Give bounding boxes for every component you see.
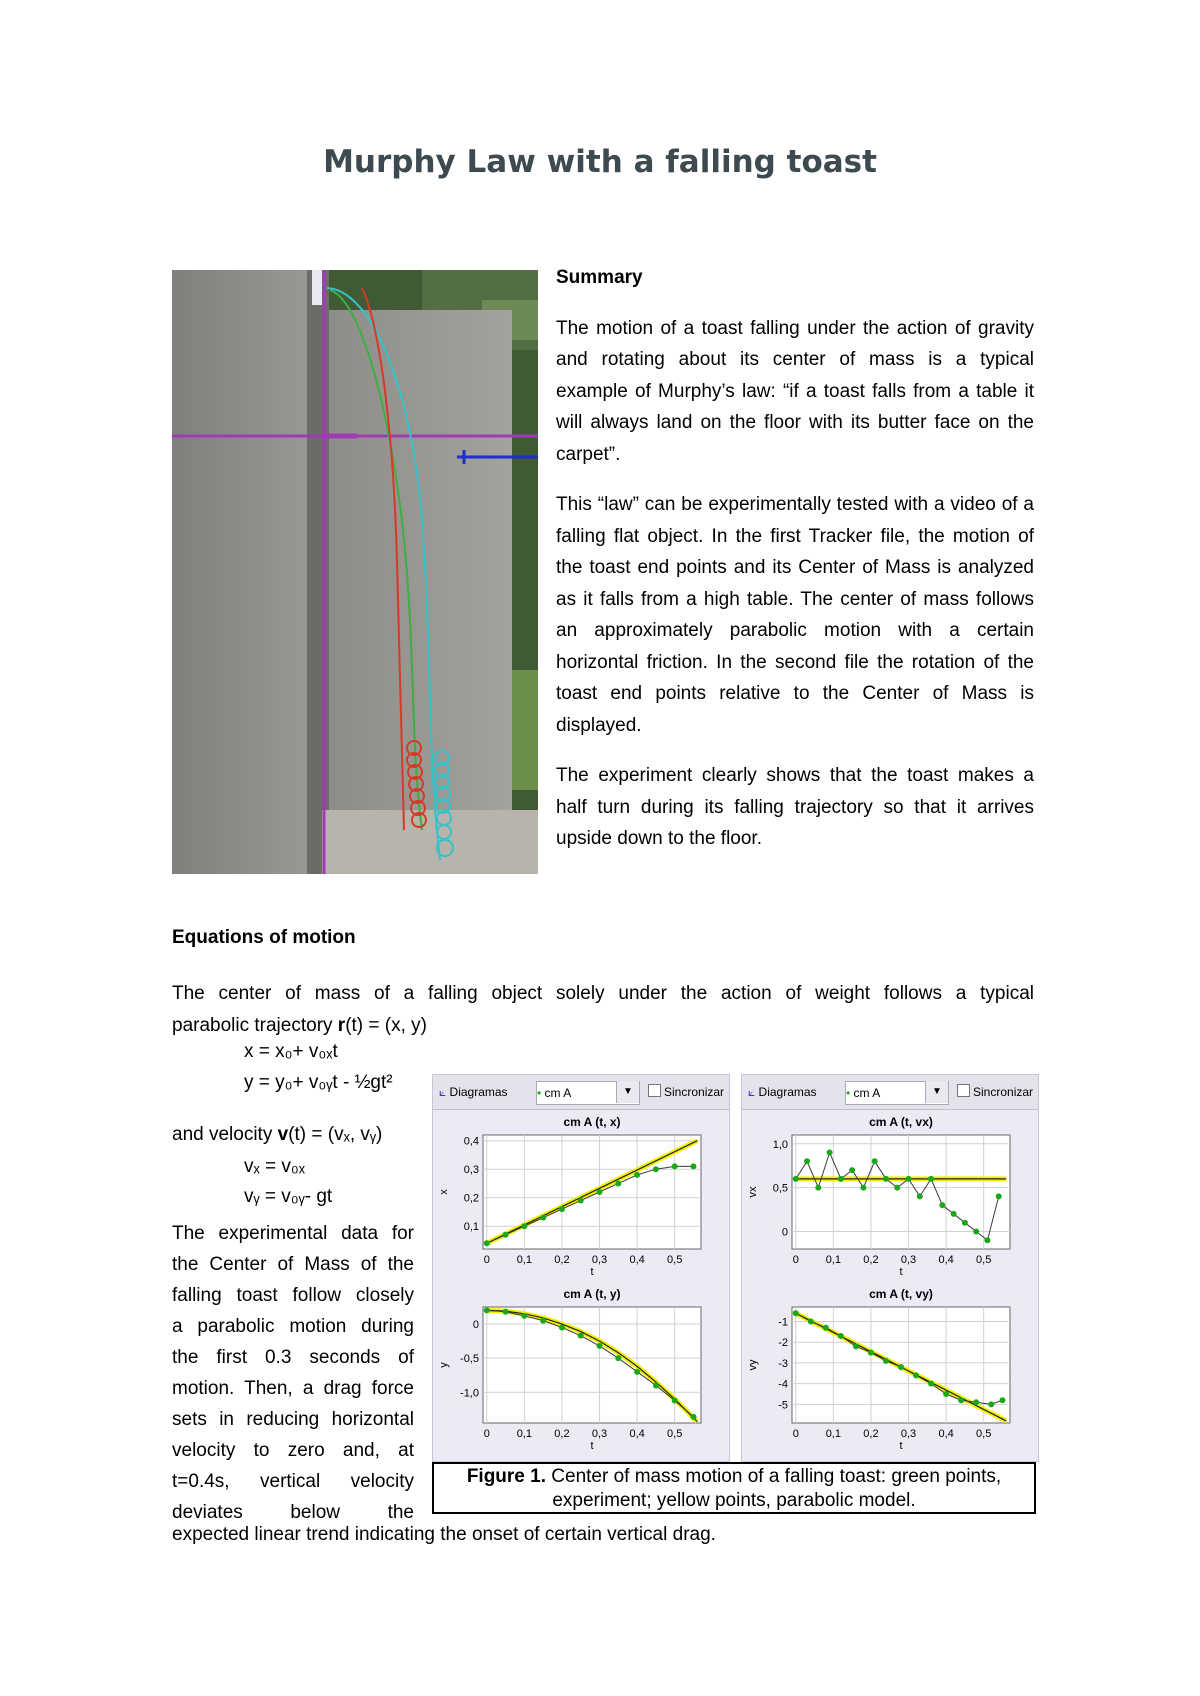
y-tick-label: 0,1: [463, 1221, 479, 1234]
x-tick-label: 0,5: [976, 1428, 992, 1440]
experiment-point: [540, 1215, 546, 1221]
summary-heading: Summary: [556, 267, 643, 288]
velocity-vector-symbol: v: [277, 1124, 289, 1145]
y-tick-label: -3: [778, 1357, 788, 1370]
x-tick-label: 0: [483, 1428, 490, 1440]
side-line: falling toast follow closely: [172, 1285, 414, 1306]
experiment-point: [559, 1324, 565, 1330]
x-tick-label: 0: [792, 1254, 799, 1266]
sync-checkbox[interactable]: [648, 1081, 728, 1103]
object-label: cm A: [853, 1086, 881, 1100]
experiment-point: [928, 1176, 934, 1182]
experiment-point: [484, 1240, 490, 1246]
experiment-point: [484, 1307, 490, 1313]
chart-t-vy: [742, 1285, 1038, 1459]
experiment-point: [634, 1369, 640, 1375]
experiment-point: [838, 1176, 844, 1182]
experiment-point: [672, 1397, 678, 1403]
diagramas-label: Diagramas: [758, 1085, 817, 1099]
experiment-point: [943, 1391, 949, 1397]
intro-tail: (t) = (x, y): [345, 1014, 428, 1036]
experiment-point: [503, 1232, 509, 1238]
x-tick-label: 0,1: [516, 1428, 532, 1440]
chart-t-y: [433, 1285, 729, 1459]
side-line: motion. Then, a drag force: [172, 1378, 414, 1399]
sync-label: Sincronizar: [664, 1085, 725, 1099]
x-tick-label: 0: [792, 1428, 799, 1440]
equation-vy: vᵧ = v₀ᵧ- gt: [244, 1186, 333, 1207]
velocity-tail: (t) = (vₓ, vᵧ): [288, 1124, 383, 1145]
experiment-point: [913, 1372, 919, 1378]
x-tick-label: 0,3: [591, 1428, 608, 1440]
chart-icon: ⟀: [748, 1085, 759, 1099]
experiment-point: [597, 1189, 603, 1195]
x-tick-label: 0,5: [667, 1254, 683, 1266]
equation-y: y = y₀+ v₀ᵧt - ½gt²: [244, 1072, 393, 1093]
chart-icon: ⟀: [439, 1085, 450, 1099]
experiment-point: [653, 1166, 659, 1172]
experiment-point: [634, 1172, 640, 1178]
y-axis-label: x: [438, 1189, 450, 1195]
experiment-point: [521, 1223, 527, 1229]
side-line: deviates below the: [172, 1502, 414, 1523]
panel-toolbar: [742, 1075, 1038, 1110]
dropdown-arrow-icon[interactable]: ▼: [925, 1081, 948, 1103]
equations-intro: [172, 978, 1034, 1041]
summary-paragraph-3: The experiment clearly shows that the toast makes a half turn during its falling trajectory so that it arrives upside down to the floor.: [556, 765, 1034, 849]
x-tick-label: 0,2: [554, 1254, 570, 1266]
equation-vx: vₓ = v₀ₓ: [244, 1156, 306, 1177]
x-tick-label: 0: [483, 1254, 490, 1266]
experiment-point: [793, 1310, 799, 1316]
experiment-point: [951, 1211, 957, 1217]
experiment-point: [988, 1401, 994, 1407]
y-tick-label: 0,2: [463, 1192, 479, 1205]
experiment-point: [653, 1382, 659, 1388]
experiment-point: [578, 1198, 584, 1204]
summary-paragraph-1: The motion of a toast falling under the action of gravity and rotating about its center of mass is a typical example of Murphy’s law: “if a toast falls from a table it will always land on the floor with its butter face on the carpet”.: [556, 317, 1034, 465]
experiment-point: [804, 1158, 810, 1164]
y-tick-label: -1: [778, 1316, 788, 1329]
experiment-point: [615, 1355, 621, 1361]
x-tick-label: 0,3: [900, 1428, 917, 1440]
x-axis-label: t: [590, 1266, 594, 1278]
summary-section: [556, 262, 1034, 874]
diagramas-label: Diagramas: [449, 1085, 508, 1099]
y-tick-label: -1,0: [460, 1387, 479, 1400]
intro-text: parabolic trajectory: [172, 1014, 338, 1036]
experiment-point: [597, 1343, 603, 1349]
experiment-point: [898, 1364, 904, 1370]
experiment-point: [521, 1313, 527, 1319]
sync-label: Sincronizar: [973, 1085, 1034, 1099]
checkbox-box: [648, 1084, 661, 1097]
experiment-point: [939, 1202, 945, 1208]
x-tick-label: 0,4: [938, 1254, 954, 1266]
experiment-point: [958, 1397, 964, 1403]
x-tick-label: 0,5: [667, 1428, 683, 1440]
diagramas-button[interactable]: [748, 1081, 840, 1103]
y-axis-label: vx: [747, 1186, 759, 1198]
chart-title: cm A (t, y): [563, 1287, 621, 1301]
figure-caption: [432, 1462, 1036, 1514]
dot-icon: •: [846, 1086, 854, 1100]
side-line: sets in reducing horizontal: [172, 1409, 414, 1430]
experiment-point: [690, 1414, 696, 1420]
panel-toolbar: [433, 1075, 729, 1110]
experiment-point: [827, 1150, 833, 1156]
y-axis-label: vy: [747, 1359, 759, 1371]
chart-title: cm A (t, vx): [869, 1115, 933, 1129]
experiment-point: [996, 1193, 1002, 1199]
velocity-text: and velocity: [172, 1124, 278, 1145]
experiment-point: [917, 1193, 923, 1199]
figure-label: Figure 1.: [466, 1466, 546, 1487]
x-tick-label: 0,3: [591, 1254, 608, 1266]
y-tick-label: -5: [778, 1399, 788, 1412]
checkbox-box: [957, 1084, 970, 1097]
side-line: the first 0.3 seconds of: [172, 1347, 414, 1368]
y-tick-label: -0,5: [460, 1353, 479, 1366]
summary-paragraph-2: This “law” can be experimentally tested with a video of a falling flat object. In the first Tracker file, the motion of the toast end points and its Center of Mass is analyzed as it falls from a high table. The center of mass follows an approximately parabolic motion with a certain horizontal friction. In the second file the rotation of the toast end points relative to the Center of Mass is displayed.: [556, 494, 1034, 736]
chart-t-vx: [742, 1113, 1038, 1285]
experiment-point: [868, 1350, 874, 1356]
intro-line-2: [172, 1010, 1034, 1042]
y-tick-label: 0,5: [772, 1182, 788, 1195]
experiment-point: [849, 1167, 855, 1173]
intro-line-1: The center of mass of a falling object solely under the action of weight follows a typical: [172, 983, 1034, 1004]
y-tick-label: 0: [472, 1319, 479, 1332]
y-axis-label: y: [438, 1362, 450, 1368]
experiment-point: [984, 1237, 990, 1243]
x-axis-label: t: [899, 1266, 903, 1278]
experiment-photo: [172, 270, 538, 874]
experiment-point: [808, 1319, 814, 1325]
diagramas-button[interactable]: [439, 1081, 531, 1103]
x-tick-label: 0,2: [554, 1428, 570, 1440]
final-line: expected linear trend indicating the onset of certain vertical drag.: [172, 1524, 716, 1545]
y-tick-label: -2: [778, 1337, 788, 1350]
experiment-point: [559, 1206, 565, 1212]
page-title: Murphy Law with a falling toast: [323, 144, 877, 180]
x-tick-label: 0,2: [863, 1254, 879, 1266]
equation-x: x = x₀+ v₀ₓt: [244, 1041, 338, 1062]
side-line: a parabolic motion during: [172, 1316, 414, 1337]
experiment-point: [823, 1325, 829, 1331]
experiment-point: [503, 1309, 509, 1315]
velocity-line: [172, 1124, 382, 1146]
experiment-point: [872, 1158, 878, 1164]
x-axis-label: t: [590, 1440, 594, 1452]
y-tick-label: -4: [778, 1378, 788, 1391]
dot-icon: •: [537, 1086, 545, 1100]
dropdown-arrow-icon[interactable]: ▼: [616, 1081, 639, 1103]
experiment-point: [999, 1397, 1005, 1403]
x-axis-label: t: [899, 1440, 903, 1452]
side-line: the Center of Mass of the: [172, 1254, 414, 1275]
x-tick-label: 0,1: [825, 1428, 841, 1440]
caption-text: Center of mass motion of a falling toast: green points, experiment; yellow points, parabolic model.: [546, 1466, 1002, 1511]
chart-title: cm A (t, vy): [869, 1287, 933, 1301]
experiment-point: [928, 1381, 934, 1387]
experiment-point: [906, 1176, 912, 1182]
experiment-point: [883, 1176, 889, 1182]
experiment-point: [540, 1318, 546, 1324]
experiment-point: [615, 1180, 621, 1186]
x-tick-label: 0,4: [938, 1428, 954, 1440]
side-line: The experimental data for: [172, 1223, 414, 1244]
side-line: velocity to zero and, at: [172, 1440, 414, 1461]
chart-t-x: [433, 1113, 729, 1285]
experiment-point: [838, 1333, 844, 1339]
experiment-point: [973, 1399, 979, 1405]
tracker-panel-left: [432, 1074, 730, 1462]
x-tick-label: 0,5: [976, 1254, 992, 1266]
experiment-point: [973, 1228, 979, 1234]
sync-checkbox[interactable]: [957, 1081, 1037, 1103]
y-tick-label: 1,0: [772, 1138, 788, 1151]
x-tick-label: 0,4: [629, 1428, 645, 1440]
experiment-point: [815, 1185, 821, 1191]
experiment-point: [690, 1163, 696, 1169]
object-label: cm A: [544, 1086, 572, 1100]
equations-heading: Equations of motion: [172, 927, 356, 948]
experiment-point: [894, 1185, 900, 1191]
y-tick-label: 0: [781, 1226, 788, 1239]
x-tick-label: 0,2: [863, 1428, 879, 1440]
x-tick-label: 0,3: [900, 1254, 917, 1266]
x-tick-label: 0,1: [516, 1254, 532, 1266]
x-tick-label: 0,4: [629, 1254, 645, 1266]
experiment-point: [962, 1220, 968, 1226]
y-tick-label: 0,3: [463, 1164, 479, 1177]
y-tick-label: 0,4: [463, 1135, 479, 1148]
x-tick-label: 0,1: [825, 1254, 841, 1266]
side-line: t=0.4s, vertical velocity: [172, 1471, 414, 1492]
experiment-point: [793, 1176, 799, 1182]
tracker-panel-right: [741, 1074, 1039, 1462]
position-vector-symbol: r: [337, 1014, 346, 1036]
experiment-point: [860, 1185, 866, 1191]
experiment-point: [672, 1163, 678, 1169]
experiment-point: [853, 1343, 859, 1349]
experiment-point: [578, 1333, 584, 1339]
chart-title: cm A (t, x): [563, 1115, 621, 1129]
experiment-point: [883, 1358, 889, 1364]
